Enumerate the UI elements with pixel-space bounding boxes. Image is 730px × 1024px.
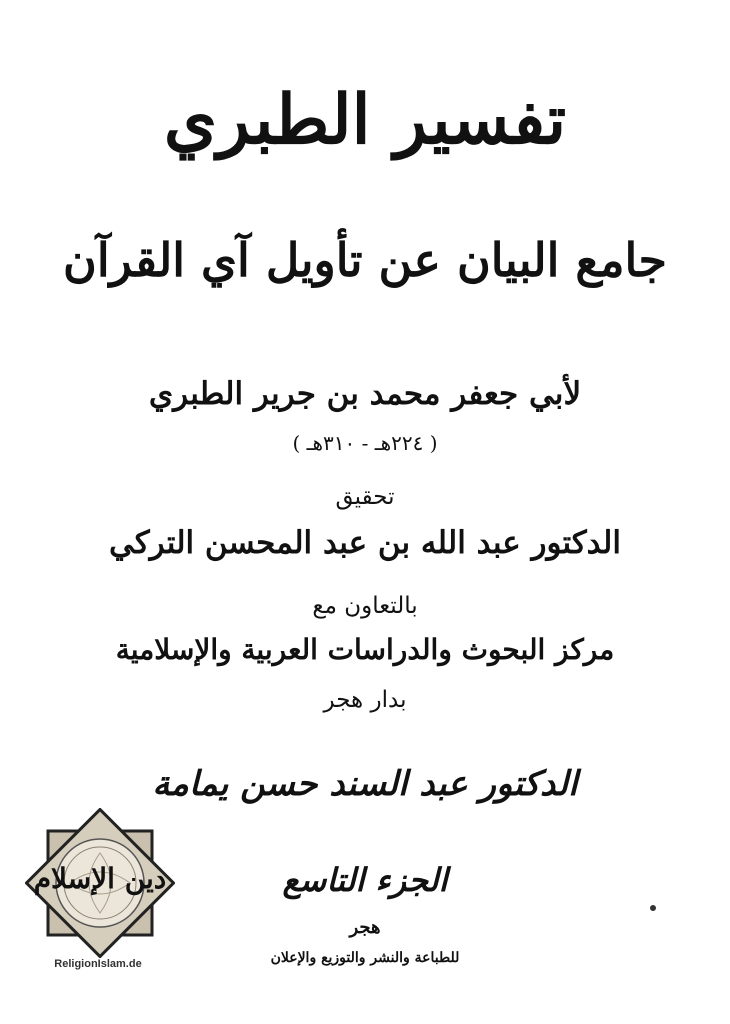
- research-center-name: مركز البحوث والدراسات العربية والإسلامية: [115, 633, 615, 666]
- dar-label: بدار هجر: [323, 687, 407, 713]
- volume-number: الجزء التاسع: [282, 861, 448, 899]
- publisher-description: للطباعة والنشر والتوزيع والإعلان: [270, 950, 460, 966]
- book-subtitle: جامع البيان عن تأويل آي القرآن: [63, 233, 667, 287]
- decorative-dot: [650, 905, 656, 911]
- editor-name: الدكتور عبد الله بن عبد المحسن التركي: [109, 525, 621, 561]
- publisher-name: هجر: [349, 917, 381, 938]
- cooperation-label: بالتعاون مع: [312, 593, 418, 619]
- tahqiq-label: تحقيق: [335, 484, 395, 510]
- badge-arabic-word: دين الإسلام: [33, 862, 167, 895]
- badge-caption: ReligionIslam.de: [54, 958, 142, 970]
- coeditor-name: الدكتور عبد السند حسن يمامة: [152, 764, 578, 804]
- author-name: لأبي جعفر محمد بن جرير الطبري: [148, 376, 582, 412]
- author-dates: ( ٢٢٤هـ - ٣١٠هـ ): [292, 431, 438, 455]
- book-title: تفسير الطبري: [163, 80, 567, 160]
